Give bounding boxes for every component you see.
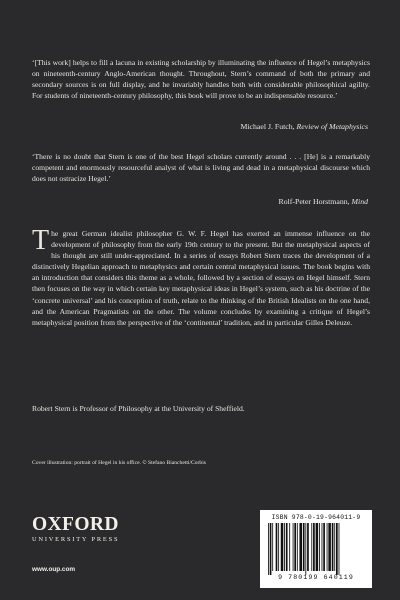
author-note: Robert Stern is Professor of Philosophy at the University of Sheffield. — [32, 404, 245, 413]
publisher-logo — [32, 515, 132, 544]
publisher-subtitle: UNIVERSITY PRESS — [32, 536, 120, 543]
review-quote-1: ‘[This work] helps to fill a lacuna in existing scholarship by illuminating the influence of Hegel’s metaphysics on nineteenth-century Anglo-American thought. Throughout, Stern’s command of both the primary and secondary sources is on full display, and he invariably handles both with considerable philosophical agility. For students of nineteenth-century philosophy, this book will prove to be an indispensable resource.’ — [32, 57, 370, 101]
publisher-name: OXFORD — [32, 514, 119, 535]
review-attribution-2 — [279, 196, 368, 207]
book-description — [32, 225, 370, 328]
review-source-1: Review of Metaphysics — [296, 122, 368, 131]
isbn-label: ISBN 978-0-19-964011-9 — [271, 514, 361, 521]
review-quote-2: ‘There is no doubt that Stern is one of the best Hegel scholars currently around . . . [He] is a remarkably competent and enormously resourceful analyst of what is living and dead in a metaphysical discourse which does not ostracize Hegel.’ — [32, 151, 370, 183]
barcode-digits: 9 780199 640119 — [278, 574, 354, 581]
cover-credit: Cover illustration: portrait of Hegel in his office. © Stefano Bianchetti/Corbis — [32, 460, 206, 466]
reviewer-name-2: Rolf-Peter Horstmann, — [278, 197, 352, 206]
review-attribution-1 — [240, 121, 368, 132]
drop-cap: T — [32, 225, 50, 256]
reviewer-name-1: Michael J. Futch, — [240, 122, 297, 131]
barcode-image — [266, 523, 366, 575]
review-source-2: Mind — [351, 197, 368, 206]
publisher-url: www.oup.com — [32, 566, 76, 573]
description-text: he great German idealist philosopher G. W. F. Hegel has exerted an immense influence on the development of philosophy from the early 19th century to the present. But the metaphysical aspects of his thought are still under-appreciated. In a series of essays Robert Stern traces the development of a distinctively Hegelian approach to metaphysics and certain central metaphysical issues. The book begins with an introduction that considers this theme as a whole, followed by a section of essays on Hegel himself. Stern then focuses on the way in which certain key metaphysical ideas in Hegel’s system, such as his doctrine of the ‘concrete universal’ and his conception of truth, relate to the thinking of the British Idealists on the one hand, and the American Pragmatists on the other. The volume concludes by examining a critique of Hegel’s metaphysical position from the perspective of the ‘continental’ tradition, and in particular Gilles Deleuze. — [32, 229, 370, 327]
barcode-panel — [260, 510, 372, 588]
